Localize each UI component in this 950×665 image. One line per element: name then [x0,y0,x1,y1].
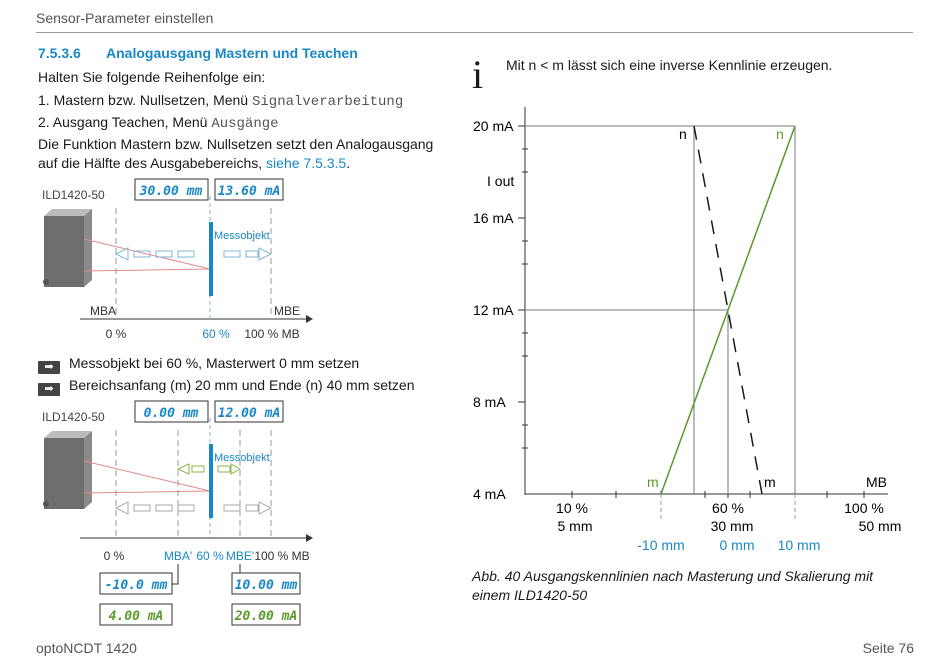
instruction-2-text: Bereichsanfang (m) 20 mm und Ende (n) 40 mm setzen [69,377,415,393]
sensor-body-2 [43,431,92,509]
display-low-distance [100,573,172,594]
caption-line-1: Abb. 40 Ausgangskennlinien nach Masterung und Skalierung mit [472,568,874,584]
arrow-right-icon: ➡ [38,361,60,374]
step-2 [38,112,279,134]
y-tick-20: 20 mA [473,118,514,134]
svg-text:10.00 mm: 10.00 mm [234,578,298,593]
display-high-distance [232,573,300,594]
label-m-normal: m [647,474,659,490]
instruction-1 [38,355,359,374]
section-number: 7.5.3.6 [38,45,81,61]
svg-text:13.60 mA: 13.60 mA [217,184,281,199]
x-pct-10: 10 % [556,500,588,516]
sensor-body-1 [43,209,92,287]
tick-0-1: 0 % [105,327,127,341]
display-current-1 [215,179,283,200]
step-1-text: 1. Mastern bzw. Nullsetzen, Menü [38,92,249,108]
object-label-1: Messobjekt [214,230,270,242]
svg-text:12.00 mA: 12.00 mA [217,406,281,421]
display-low-current [100,604,172,625]
label-n-normal: n [776,126,784,142]
arrow-right-icon: ➡ [38,383,60,396]
x-master-0: 0 mm [719,537,755,553]
instruction-2 [38,377,415,396]
x-unit-label: MB [866,474,887,490]
svg-text:0.00 mm: 0.00 mm [143,406,199,421]
svg-text:20.00 mA: 20.00 mA [234,609,298,624]
y-tick-4: 4 mA [473,486,506,502]
label-n-inverse: n [679,126,687,142]
footer-product: optoNCDT 1420 [36,640,137,656]
laser-ray-upper-2 [84,461,210,491]
y-tick-16: 16 mA [473,210,514,226]
tick-60-2: 60 % [196,549,224,563]
label-m-inverse: m [764,474,776,490]
laser-ray-upper [84,239,210,269]
step-2-text: 2. Ausgang Teachen, Menü [38,114,208,130]
range-arrow-2 [116,502,271,514]
sensor-diagram-2 [38,398,338,633]
x-master-minus10: -10 mm [637,537,685,553]
sensor-diagram-1 [38,176,338,346]
x-pct-100: 100 % [844,500,884,516]
step-1 [38,90,403,112]
description-line-1: Die Funktion Mastern bzw. Nullsetzen setzt den Analogausgang [38,136,434,152]
x-mm-5: 5 mm [557,518,593,534]
sensor-label-2: ILD1420-50 [42,410,105,424]
note-text: Mit n < m lässt sich eine inverse Kennlinie erzeugen. [506,57,833,73]
instruction-1-text: Messobjekt bei 60 %, Masterwert 0 mm setzen [69,355,360,371]
svg-text:4.00 mA: 4.00 mA [108,609,164,624]
svg-text:30.00 mm: 30.00 mm [139,184,203,199]
y-axis-title: I out [487,173,515,189]
caption-line-2: einem ILD1420-50 [472,587,588,603]
display-distance-2 [135,401,208,422]
section-link[interactable]: siehe 7.5.3.5 [266,155,347,171]
display-current-2 [215,401,283,422]
tick-100-2: 100 % MB [254,549,310,563]
range-arrow-1 [116,248,271,260]
svg-text:-10.0 mm: -10.0 mm [104,578,168,593]
step-1-menu: Signalverarbeitung [252,94,404,110]
y-tick-8: 8 mA [473,394,506,410]
x-pct-60: 60 % [712,500,744,516]
laser-ray-lower-2 [84,491,210,493]
figure-caption [472,567,873,605]
description-text: auf die Hälfte des Ausgabebereichs, [38,155,263,171]
display-distance-1 [135,179,208,200]
x-master-plus10: 10 mm [777,537,821,553]
description-end: . [346,155,351,171]
measurement-object-1 [209,222,213,296]
sensor-label-1: ILD1420-50 [42,188,105,202]
tick-0-2: 0 % [103,549,125,563]
mba-label: MBA [90,304,117,318]
section-title: Analogausgang Mastern und Teachen [106,45,358,61]
footer-page-number: Seite 76 [862,640,914,656]
tick-60-1: 60 % [202,327,230,341]
laser-ray-lower [84,269,210,271]
mba-prime-label: MBA' [163,549,193,563]
measurement-object-2 [209,444,213,518]
mbe-prime-label: MBE' [225,549,255,563]
page-header-title: Sensor-Parameter einstellen [36,10,214,26]
display-high-current [232,604,300,625]
mbe-label: MBE [274,304,301,318]
step-2-menu: Ausgänge [211,116,279,132]
object-label-2: Messobjekt [214,452,270,464]
output-characteristic-graph [466,100,926,560]
tick-100-1: 100 % MB [244,327,300,341]
intro-text: Halten Sie folgende Reihenfolge ein: [38,69,266,85]
x-mm-30: 30 mm [710,518,754,534]
description-line-2 [38,153,350,173]
x-mm-50: 50 mm [858,518,902,534]
header-divider [36,32,913,33]
info-icon: i [472,52,484,97]
y-tick-12: 12 mA [473,302,514,318]
